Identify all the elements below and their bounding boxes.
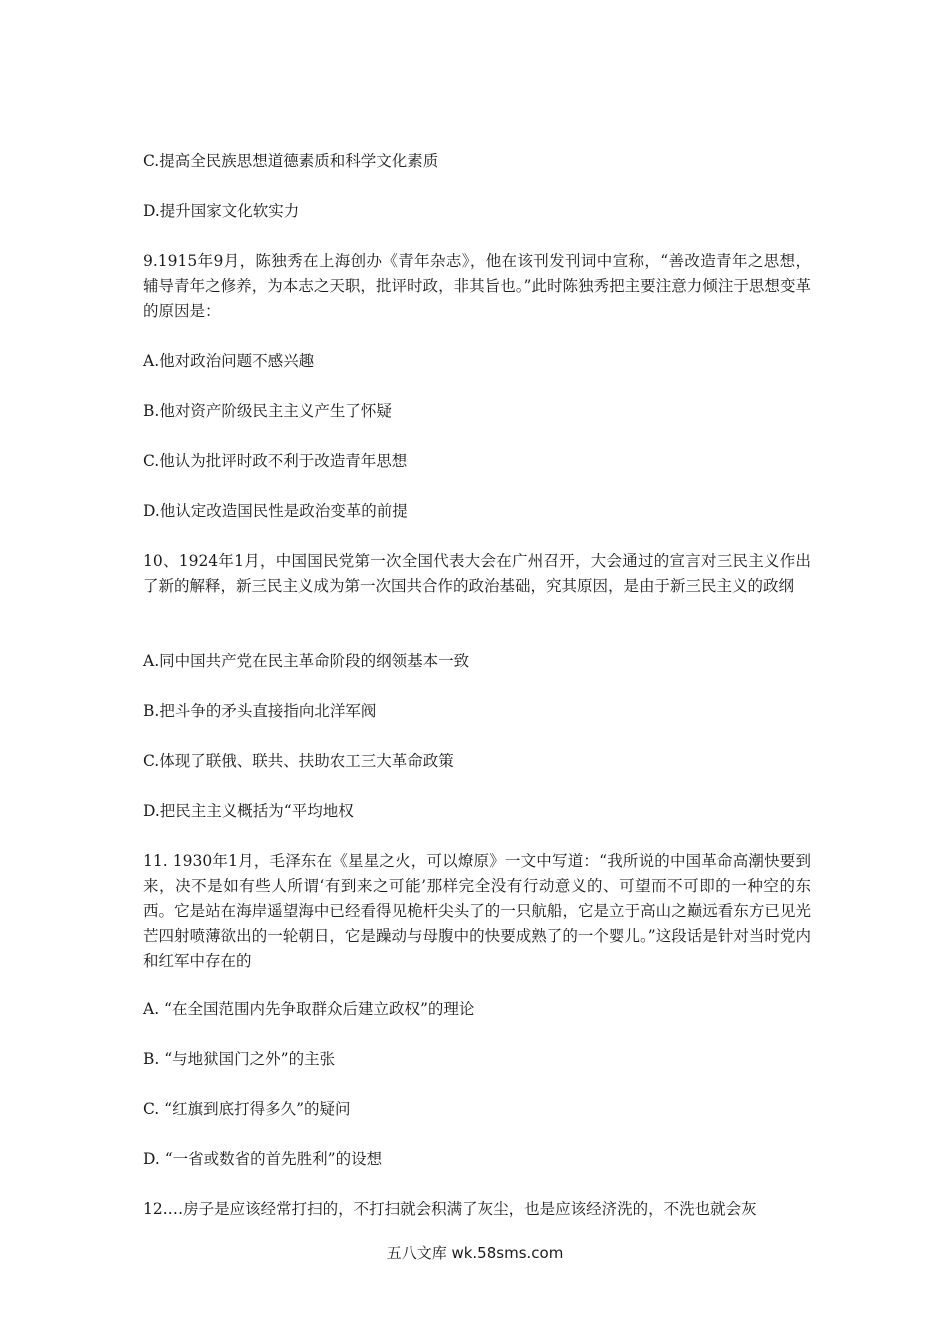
question-12: 12.…房子是应该经常打扫的，不打扫就会积满了灰尘，也是应该经济洗的，不洗也就会灰 <box>143 1200 757 1218</box>
option-b-q10: B.把斗争的矛头直接指向北洋军阀 <box>143 702 377 720</box>
option-b-q11: B. “与地狱国门之外”的主张 <box>143 1050 336 1068</box>
question-10: 10、1924年1月，中国国民党第一次全国代表大会在广州召开，大会通过的宣言对三民主义作出了新的解释，新三民主义成为第一次国共合作的政治基础，究其原因，是由于新三民主义的政纲 <box>143 552 811 595</box>
option-c-q9: C.他认为批评时政不利于改造青年思想 <box>143 452 408 470</box>
question-9: 9.1915年9月，陈独秀在上海创办《青年杂志》，他在该刊发刊词中宣称，“善改造青年之思想，辅导青年之修养，为本志之天职，批评时政，非其旨也。”此时陈独秀把主要注意力倾注于思想变革的原因是： <box>143 252 811 320</box>
option-d-q10: D.把民主主义概括为“平均地权 <box>143 802 354 820</box>
option-d-q8: D.提升国家文化软实力 <box>143 202 300 220</box>
option-d-q11: D. “一省或数省的首先胜利”的设想 <box>143 1150 383 1168</box>
option-c-q10: C.体现了联俄、联共、扶助农工三大革命政策 <box>143 752 454 770</box>
option-a-q10: A.同中国共产党在民主革命阶段的纲领基本一致 <box>143 652 470 670</box>
option-c-q8: C.提高全民族思想道德素质和科学文化素质 <box>143 152 439 170</box>
option-d-q9: D.他认定改造国民性是政治变革的前提 <box>143 502 408 520</box>
option-c-q11: C. “红旗到底打得多久”的疑问 <box>143 1100 351 1118</box>
option-b-q9: B.他对资产阶级民主主义产生了怀疑 <box>143 402 392 420</box>
option-a-q9: A.他对政治问题不感兴趣 <box>143 352 315 370</box>
footer-watermark: 五八文库 wk.58sms.com <box>386 1244 564 1262</box>
option-a-q11: A. “在全国范围内先争取群众后建立政权”的理论 <box>143 1000 475 1018</box>
question-11: 11. 1930年1月，毛泽东在《星星之火，可以燎原》一文中写道：“我所说的中国革命高潮快要到来，决不是如有些人所谓‘有到来之可能’那样完全没有行动意义的、可望而不可即的一种空的东西。它是站在海岸遥望海中已经看得见桅杆尖头了的一只航船，它是立于高山之巅远看东方已见光芒四射喷薄欲出的一轮朝日，它是躁动与母腹中的快要成熟了的一个婴儿。”这段话是针对当时党内和红军中存在的 <box>143 852 811 970</box>
